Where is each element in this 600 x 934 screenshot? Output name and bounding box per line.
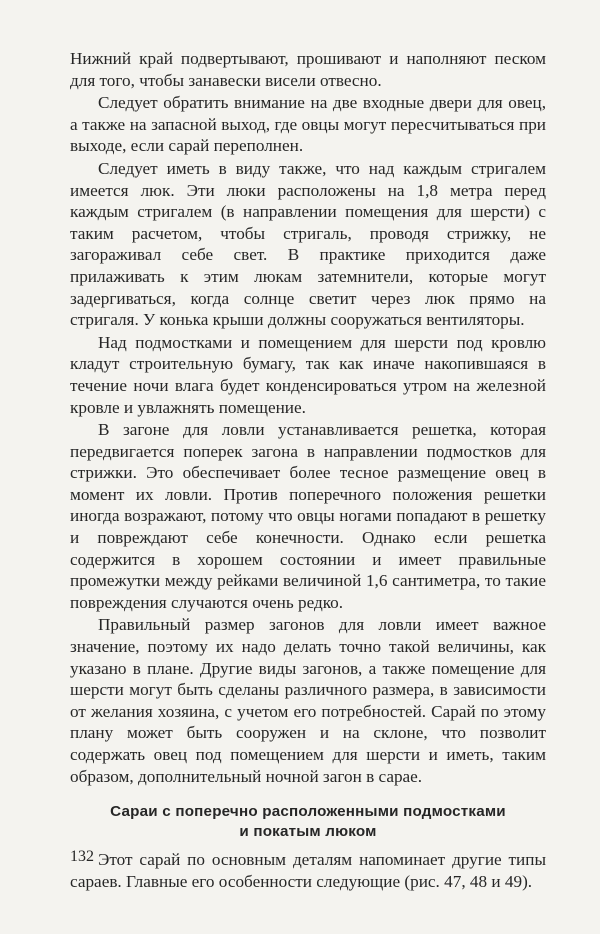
page-number: 132 [70, 848, 94, 865]
paragraph-hatches: Следует иметь в виду также, что над каждым стригалем имеется люк. Эти люки расположены на 1,8 метра перед каждым стригалем (в направлении помещения для шерсти) с таким расчетом, чтобы стригаль, проводя стрижку, не загораживал себе свет. В практике приходится даже прилаживать к этим люкам затемнители, которые могут задергиваться, когда солнце светит через люк прямо на стригаля. У конька крыши должны сооружаться вентиляторы. [70, 158, 546, 330]
paragraph-pen-size: Правильный размер загонов для ловли имеет важное значение, поэтому их надо делать точно такой величины, как указано в плане. Другие виды загонов, а также помещение для шерсти могут быть сделаны различного размера, в зависимости от желания хозяина, с учетом его потребностей. Сарай по этому плану может быть сооружен и на склоне, что позволит содержать овец под помещением для шерсти и иметь, таким образом, дополнительный ночной загон в сарае. [70, 615, 546, 786]
paragraph-grating: В загоне для ловли устанавливается решетка, которая передвигается поперек загона в направлении подмостков для стрижки. Это обеспечивает более тесное размещение овец в момент их ловли. Против поперечного положения решетки иногда возражают, потому что овцы ногами попадают в решетку и повреждают себе конечности. Однако если решетка содержится в хорошем состоянии и имеет правильные промежутки между рейками величиной 1,6 сантиметра, то такие повреждения случаются очень редко. [70, 420, 546, 612]
paragraph-continuation: Нижний край подвертывают, прошивают и наполняют песком для того, чтобы занавески висели отвесно. [70, 49, 546, 90]
section-heading-line-1: Сараи с поперечно расположенными подмостками [110, 803, 506, 821]
page-body [70, 48, 546, 892]
paragraph-entrances: Следует обратить внимание на две входные двери для овец, а также на запасной выход, где овцы могут пересчитываться при выходе, если сарай переполнен. [70, 93, 546, 156]
section-heading [70, 802, 546, 842]
paragraph-roof-paper: Над подмостками и помещением для шерсти под кровлю кладут строительную бумагу, так как иначе накопившаяся в течение ночи влага будет конденсироваться утром на железной кровле и увлажнять помещение. [70, 332, 546, 417]
paragraph-section-intro: Этот сарай по основным деталям напоминает другие типы сараев. Главные его особенности следующие (рис. 47, 48 и 49). [70, 850, 546, 891]
section-heading-line-2: и покатым люком [239, 823, 377, 841]
